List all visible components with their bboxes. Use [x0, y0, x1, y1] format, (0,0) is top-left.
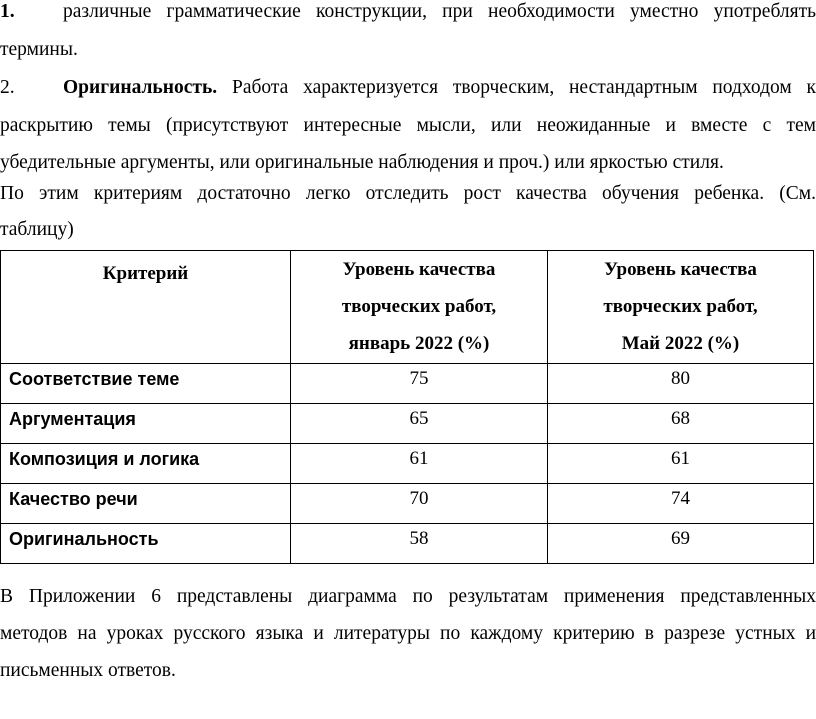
table-row: [1, 404, 814, 444]
criteria-table: [0, 250, 814, 564]
row-may-value: 74: [548, 484, 814, 524]
table-row: [1, 484, 814, 524]
header-may: [548, 251, 814, 364]
table-row: [1, 444, 814, 484]
item1-line1: [0, 0, 816, 24]
item2-line1: [0, 76, 816, 100]
item2-line3: убедительные аргументы, или оригинальные наблюдения и проч.) или яркостью стиля.: [0, 152, 724, 173]
row-criterion: Соответствие теме: [1, 364, 291, 404]
table-row: [1, 524, 814, 564]
item2-line2: раскрытию темы (присутствуют интересные мысли, или неожиданные и вместе с тем: [0, 115, 816, 136]
item2-title: Оригинальность.: [63, 77, 218, 98]
header-may-line2: творческих работ,: [603, 296, 758, 317]
intro-line2: таблицу): [0, 219, 74, 240]
item1-text: различные грамматические конструкции, при необходимости уместно употреблять: [63, 1, 816, 22]
row-january-value: 61: [291, 444, 548, 484]
outro-line1: В Приложении 6 представлены диаграмма по результатам применения представленных: [0, 586, 816, 607]
row-may-value: 80: [548, 364, 814, 404]
header-january-line3: январь 2022 (%): [348, 333, 490, 354]
header-may-line1: Уровень качества: [604, 259, 757, 280]
header-january: [291, 251, 548, 364]
item1-number: 1.: [0, 1, 15, 22]
header-may-line3: Май 2022 (%): [621, 333, 740, 354]
outro-line2: методов на уроках русского языка и литературы по каждому критерию в разрезе устных и: [0, 623, 816, 644]
row-criterion: Аргументация: [1, 404, 291, 444]
row-may-value: 69: [548, 524, 814, 564]
table-row: [1, 364, 814, 404]
item2-text: Работа характеризуется творческим, нестандартным подходом к: [231, 77, 816, 98]
header-january-line1: Уровень качества: [342, 259, 496, 280]
row-january-value: 75: [291, 364, 548, 404]
item1-line2: термины.: [0, 39, 78, 60]
row-may-value: 68: [548, 404, 814, 444]
row-criterion: Оригинальность: [1, 524, 291, 564]
intro-line1: По этим критериям достаточно легко отследить рост качества обучения ребенка. (См.: [0, 183, 816, 204]
row-criterion: Композиция и логика: [1, 444, 291, 484]
outro-line3: письменных ответов.: [0, 660, 176, 681]
row-january-value: 65: [291, 404, 548, 444]
header-january-line2: творческих работ,: [341, 296, 497, 317]
table-header-row: [1, 251, 814, 364]
item2-number: 2.: [0, 77, 15, 98]
row-january-value: 70: [291, 484, 548, 524]
row-criterion: Качество речи: [1, 484, 291, 524]
header-criterion: Критерий: [1, 251, 291, 364]
row-may-value: 61: [548, 444, 814, 484]
row-january-value: 58: [291, 524, 548, 564]
